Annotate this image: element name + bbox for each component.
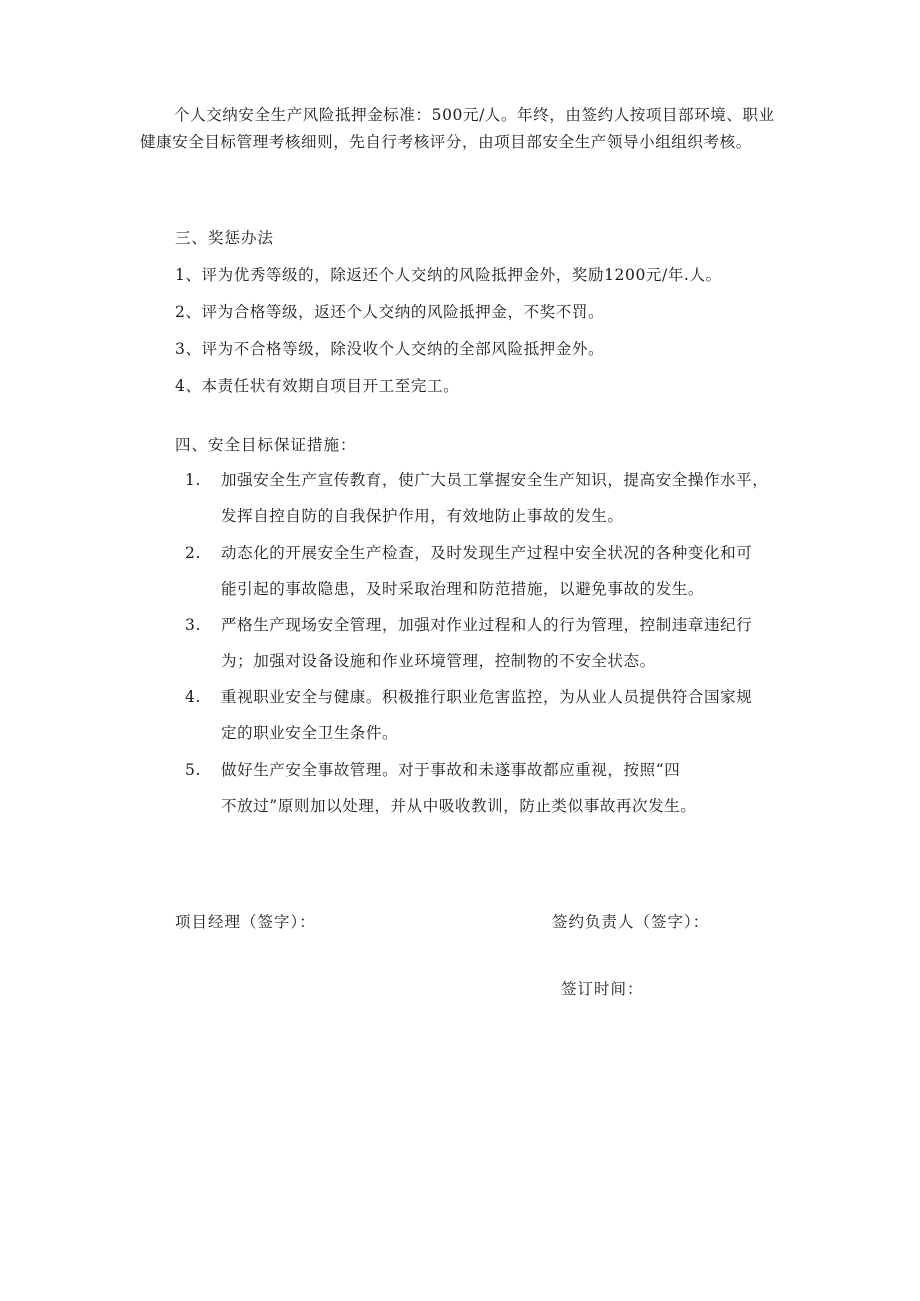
measure-item-4: [185, 679, 795, 751]
measure-item-3: [185, 607, 795, 679]
measure-text-cont: 能引起的事故隐患，及时采取治理和防范措施，以避免事故的发生。: [221, 580, 705, 598]
measure-text: 动态化的开展安全生产检查，及时发现生产过程中安全状况的各种变化和可: [221, 544, 753, 562]
measure-number: 2.: [185, 544, 201, 562]
rule-item-2: 2、评为合格等级，返还个人交纳的风险抵押金，不奖不罚。: [175, 303, 605, 321]
signature-date: 签订时间：: [561, 980, 644, 998]
intro-paragraph: 个人交纳安全生产风险抵押金标准：500元/人。年终，由签约人按项目部环境、职业健康安全目标管理考核细则，先自行考核评分，由项目部安全生产领导小组组织考核。: [140, 106, 775, 151]
measure-number: 3.: [185, 616, 201, 634]
section-3-title: 三、奖惩办法: [175, 229, 275, 247]
signature-project-manager: 项目经理（签字）：: [175, 913, 316, 931]
measure-text-cont: 为；加强对设备设施和作业环境管理，控制物的不安全状态。: [221, 652, 656, 670]
rule-item-1: 1、评为优秀等级的，除返还个人交纳的风险抵押金外，奖励1200元/年.人。: [175, 266, 722, 284]
measure-number: 5.: [185, 761, 201, 779]
rule-item-3: 3、评为不合格等级，除没收个人交纳的全部风险抵押金外。: [175, 340, 605, 358]
rule-item-4: 4、本责任状有效期自项目开工至完工。: [175, 377, 460, 395]
measure-text-cont: 不放过”原则加以处理，并从中吸收教训，防止类似事故再次发生。: [221, 797, 697, 815]
measure-text: 严格生产现场安全管理，加强对作业过程和人的行为管理，控制违章违纪行: [221, 616, 753, 634]
measure-text: 重视职业安全与健康。积极推行职业危害监控，为从业人员提供符合国家规: [221, 688, 753, 706]
measure-text: 加强安全生产宣传教育，使广大员工掌握安全生产知识，提高安全操作水平，: [221, 471, 769, 489]
section-4-title: 四、安全目标保证措施：: [175, 436, 357, 454]
signature-responsible-person: 签约负责人（签字）：: [552, 913, 710, 931]
measure-item-5: [185, 752, 795, 824]
measure-text-cont: 发挥自控自防的自我保护作用，有效地防止事故的发生。: [221, 507, 624, 525]
measure-text: 做好生产安全事故管理。对于事故和未遂事故都应重视，按照“四: [221, 761, 681, 779]
measure-number: 4.: [185, 688, 201, 706]
measure-text-cont: 定的职业安全卫生条件。: [221, 724, 399, 742]
measure-item-2: [185, 535, 795, 607]
measure-number: 1.: [185, 471, 201, 489]
measure-item-1: [185, 462, 795, 534]
